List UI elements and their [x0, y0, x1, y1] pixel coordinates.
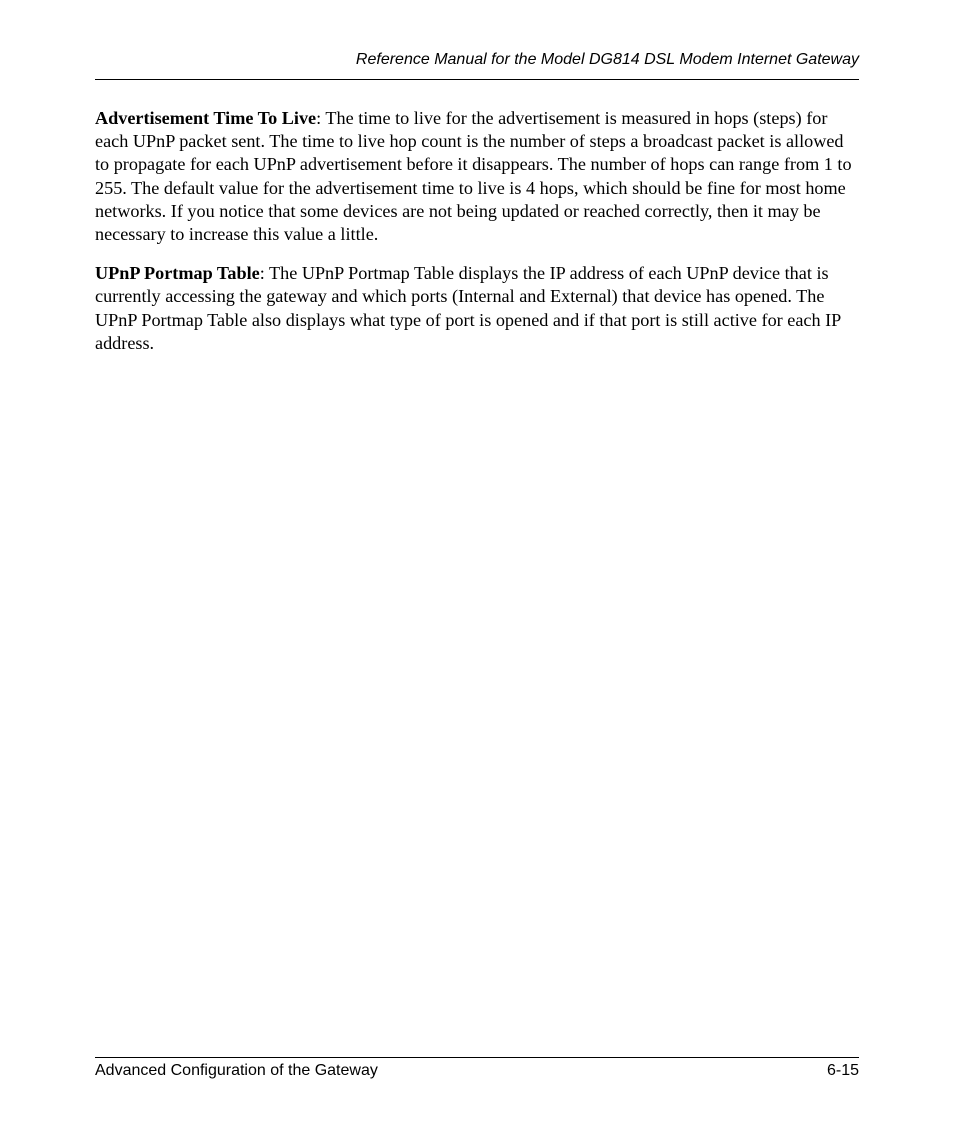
page-number: 6-15	[826, 1062, 859, 1079]
footer-divider	[95, 1057, 859, 1058]
header-divider	[95, 79, 859, 80]
footer-chapter-title: Advanced Configuration of the Gateway	[95, 1062, 378, 1079]
running-header: Reference Manual for the Model DG814 DSL Modem Internet Gateway	[355, 51, 859, 68]
description-advertisement-ttl: : The time to live for the advertisement is measured in hops (steps) for each UPnP packet sent. The time to live hop count is the number of steps a broadcast packet is allowed to propagate for each UPnP advertisement before it disappears. The number of hops can range from 1 to 255. The default value for the advertisement time to live is 4 hops, which should be fine for most home networks. If you notice that some devices are not being updated or reached correctly, then it may be necessary to increase this value a little.	[95, 108, 852, 245]
term-upnp-portmap-table: UPnP Portmap Table	[95, 263, 260, 284]
page-body	[95, 107, 861, 371]
paragraph-advertisement-ttl	[95, 107, 861, 246]
description-upnp-portmap-table: : The UPnP Portmap Table displays the IP address of each UPnP device that is currently accessing the gateway and which ports (Internal and External) that device has opened. The UPnP Portmap Table also displays what type of port is opened and if that port is still active for each IP address.	[95, 263, 841, 353]
paragraph-upnp-portmap-table	[95, 262, 861, 355]
term-advertisement-ttl: Advertisement Time To Live	[95, 108, 317, 128]
